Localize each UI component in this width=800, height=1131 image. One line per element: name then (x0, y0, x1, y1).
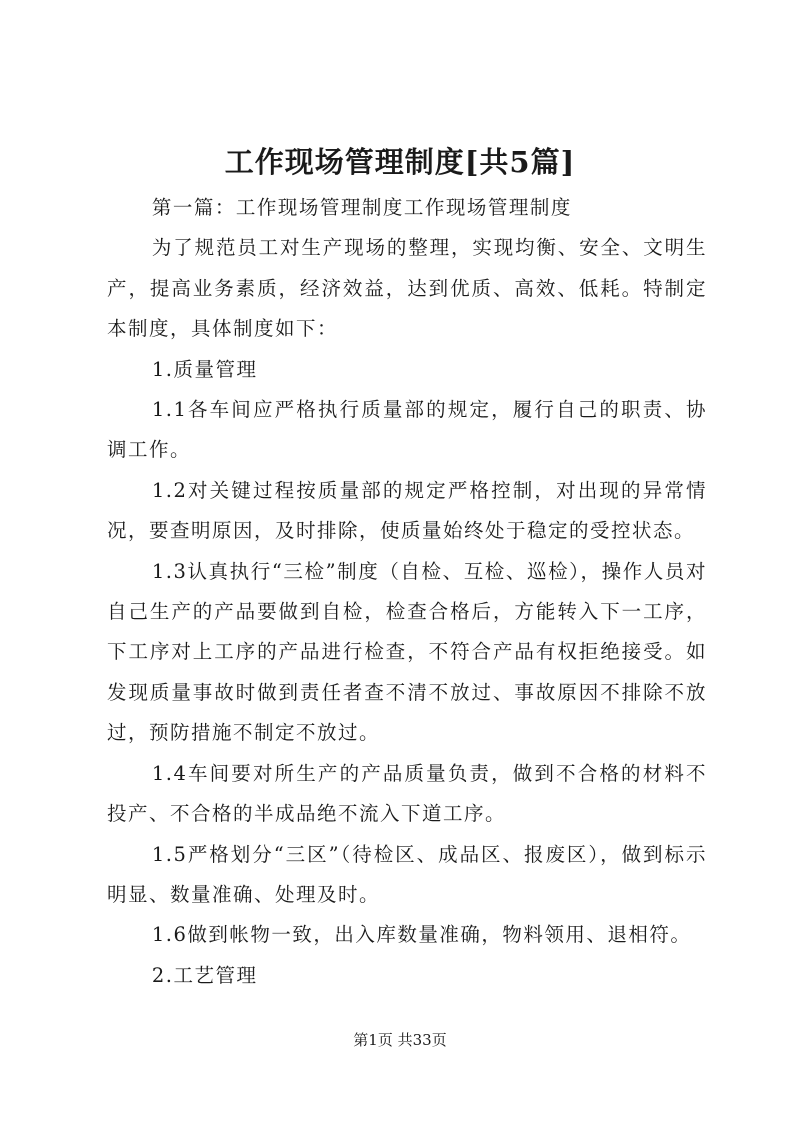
paragraph: 1.4车间要对所生产的产品质量负责，做到不合格的材料不投产、不合格的半成品绝不流入下道工序。 (107, 761, 707, 826)
paragraph: 1.6做到帐物一致，出入库数量准确，物料领用、退相符。 (151, 923, 692, 947)
paragraph: 1.1各车间应严格执行质量部的规定，履行自己的职责、协调工作。 (107, 398, 707, 462)
paragraph: 第一篇：工作现场管理制度工作现场管理制度 (151, 196, 572, 219)
paragraph: 1.5严格划分“三区”（待检区、成品区、报废区），做到标示明显、数量准确、处理及时。 (107, 842, 707, 906)
section-heading: 1.质量管理 (151, 357, 258, 381)
paragraph: 1.2对关键过程按质量部的规定严格控制，对出现的异常情况，要查明原因，及时排除，使质量始终处于稳定的受控状态。 (107, 478, 707, 543)
page-number-footer: 第1页 共33页 (353, 1031, 447, 1049)
paragraph: 为了规范员工对生产现场的整理，实现均衡、安全、文明生产，提高业务素质，经济效益，达到优质、高效、低耗。特制定本制度，具体制度如下： (107, 236, 707, 341)
section-heading: 2.工艺管理 (151, 963, 258, 987)
document-body (107, 188, 707, 996)
document-title: 工作现场管理制度[共5篇] (224, 145, 576, 179)
paragraph: 1.3认真执行“三检”制度（自检、互检、巡检），操作人员对自己生产的产品要做到自检，检查合格后，方能转入下一工序，下工序对上工序的产品进行检查，不符合产品有权拒绝接受。如发现质量事故时做到责任者查不清不放过、事故原因不排除不放过，预防措施不制定不放过。 (107, 559, 707, 745)
